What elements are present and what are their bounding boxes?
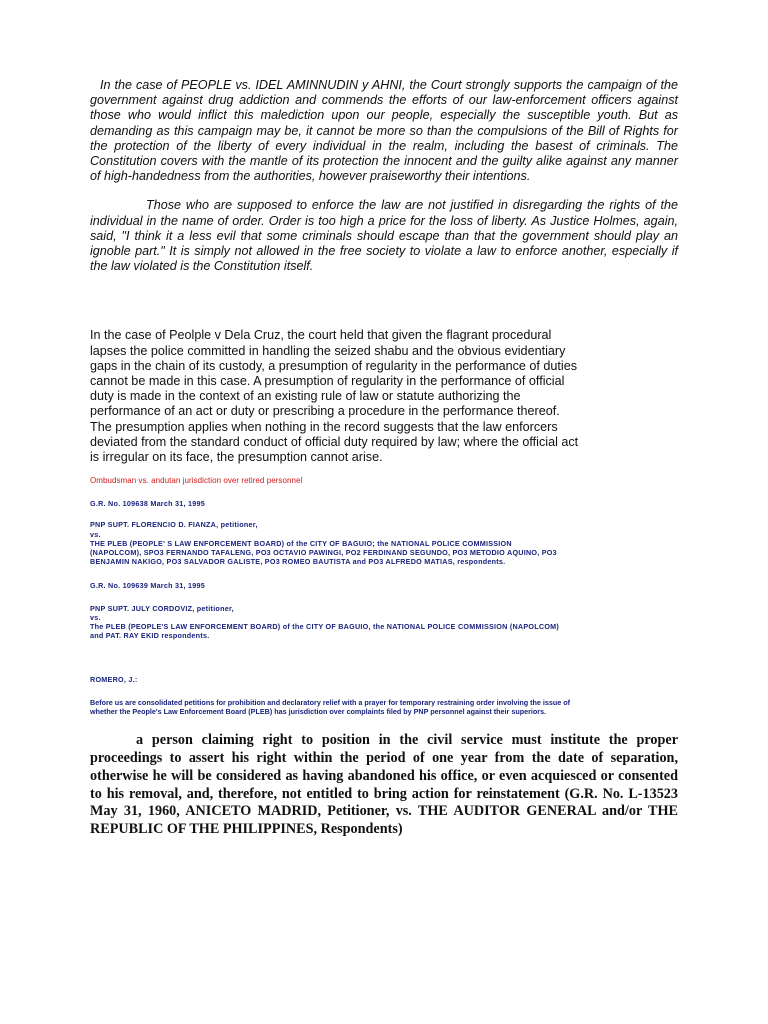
text-line: vs.	[90, 612, 101, 622]
text-line: (NAPOLCOM), SPO3 FERNANDO TAFALENG, PO3 OCTAVIO PAWINGI, PO2 FERDINAND SEGUNDO, PO3 METODIO AQUINO, PO3	[90, 548, 557, 558]
aminnudin-paragraph: In the case of PEOPLE vs. IDEL AMINNUDIN y AHNI, the Court strongly supports the campaign of the government against drug addiction and commends the efforts of our law-enforcement officers against those who would inflict this malediction upon our people, especially the susceptible youth. But as demanding as this campaign may be, it cannot be more so than the compulsions of the Bill of Rights for the protection of the liberty of every individual in the realm, including the basest of criminals. The Constitution covers with the mantle of its protection the innocent and the guilty alike against any manner of high-handedness from the authorities, however praiseworthy their intentions.	[90, 78, 678, 184]
text-line: gaps in the chain of its custody, a presumption of regularity in the performance of duties	[90, 358, 577, 373]
text-line: performance of an act or duty or prescribing a procedure in the performance thereof.	[90, 404, 560, 419]
text-line: The PLEB (PEOPLE'S LAW ENFORCEMENT BOARD) of the CITY OF BAGUIO, the NATIONAL POLICE COMMISSION (NAPOLCOM)	[90, 622, 560, 632]
case1-parties	[90, 520, 678, 566]
document-page	[90, 78, 678, 839]
case2-gr-number: G.R. No. 109639 March 31, 1995	[90, 581, 205, 591]
dela-cruz-paragraph	[90, 328, 678, 465]
madrid-paragraph: a person claiming right to position in the civil service must institute the proper proceedings to assert his right within the period of one year from the date of separation, otherwise he will be considered as having abandoned his office, or even acquiesced or consented to his removal, and, therefore, not entitled to bring action for reinstatement (G.R. No. L-13523 May 31, 1960, ANICETO MADRID, Petitioner, vs. THE AUDITOR GENERAL and/or THE REPUBLIC OF THE PHILIPPINES, Respondents)	[90, 732, 678, 838]
text-line: PNP SUPT. FLORENCIO D. FIANZA, petitioner,	[90, 520, 258, 530]
text-line: BENJAMIN NAKIGO, PO3 SALVADOR GALISTE, PO3 ROMEO BAUTISTA and PO3 ALFREDO MATIAS, respondents.	[90, 557, 506, 567]
text-line: duty is made in the context of an existing rule of law or statute authorizing the	[90, 389, 521, 404]
case2-parties	[90, 604, 678, 641]
text-line: cannot be made in this case. A presumption of regularity in the performance of official	[90, 374, 565, 389]
text-line: PNP SUPT. JULY CORDOVIZ, petitioner,	[90, 603, 234, 613]
text-line: deviated from the standard conduct of official duty required by law; where the official act	[90, 434, 579, 449]
case1-gr-number: G.R. No. 109638 March 31, 1995	[90, 499, 205, 509]
text-line: lapses the police committed in handling the seized shabu and the obvious evidentiary	[90, 343, 566, 358]
ombudsman-heading: Ombudsman vs. andutan jurisdiction over retired personnel	[90, 476, 303, 486]
text-line: The presumption applies when nothing in the record suggests that the law enforcers	[90, 419, 558, 434]
before-us-paragraph	[90, 698, 678, 716]
text-line: Before us are consolidated petitions for prohibition and declaratory relief with a prayer for temporary restraining order involving the issue of	[90, 697, 571, 707]
text-line: vs.	[90, 529, 101, 539]
text-line: is irregular on its face, the presumption cannot arise.	[90, 450, 383, 465]
judge-name: ROMERO, J.:	[90, 674, 138, 684]
order-paragraph: Those who are supposed to enforce the law are not justified in disregarding the rights of the individual in the name of order. Order is too high a price for the loss of liberty. As Justice Holmes, again, said, "I think it a less evil that some criminals should escape than that the government should play an ignoble part." It is simply not allowed in the free society to violate a law to enforce another, especially if the law violated is the Constitution itself.	[90, 198, 678, 274]
text-line: THE PLEB (PEOPLE' S LAW ENFORCEMENT BOARD) of the CITY OF BAGUIO; the NATIONAL POLICE COMMISSION	[90, 538, 512, 548]
text-line: In the case of Peolple v Dela Cruz, the court held that given the flagrant procedural	[90, 328, 552, 343]
text-line: whether the People's Law Enforcement Board (PLEB) has jurisdiction over complaints filed by PNP personnel against their superiors.	[90, 706, 547, 716]
text-line: and PAT. RAY EKID respondents.	[90, 631, 210, 641]
